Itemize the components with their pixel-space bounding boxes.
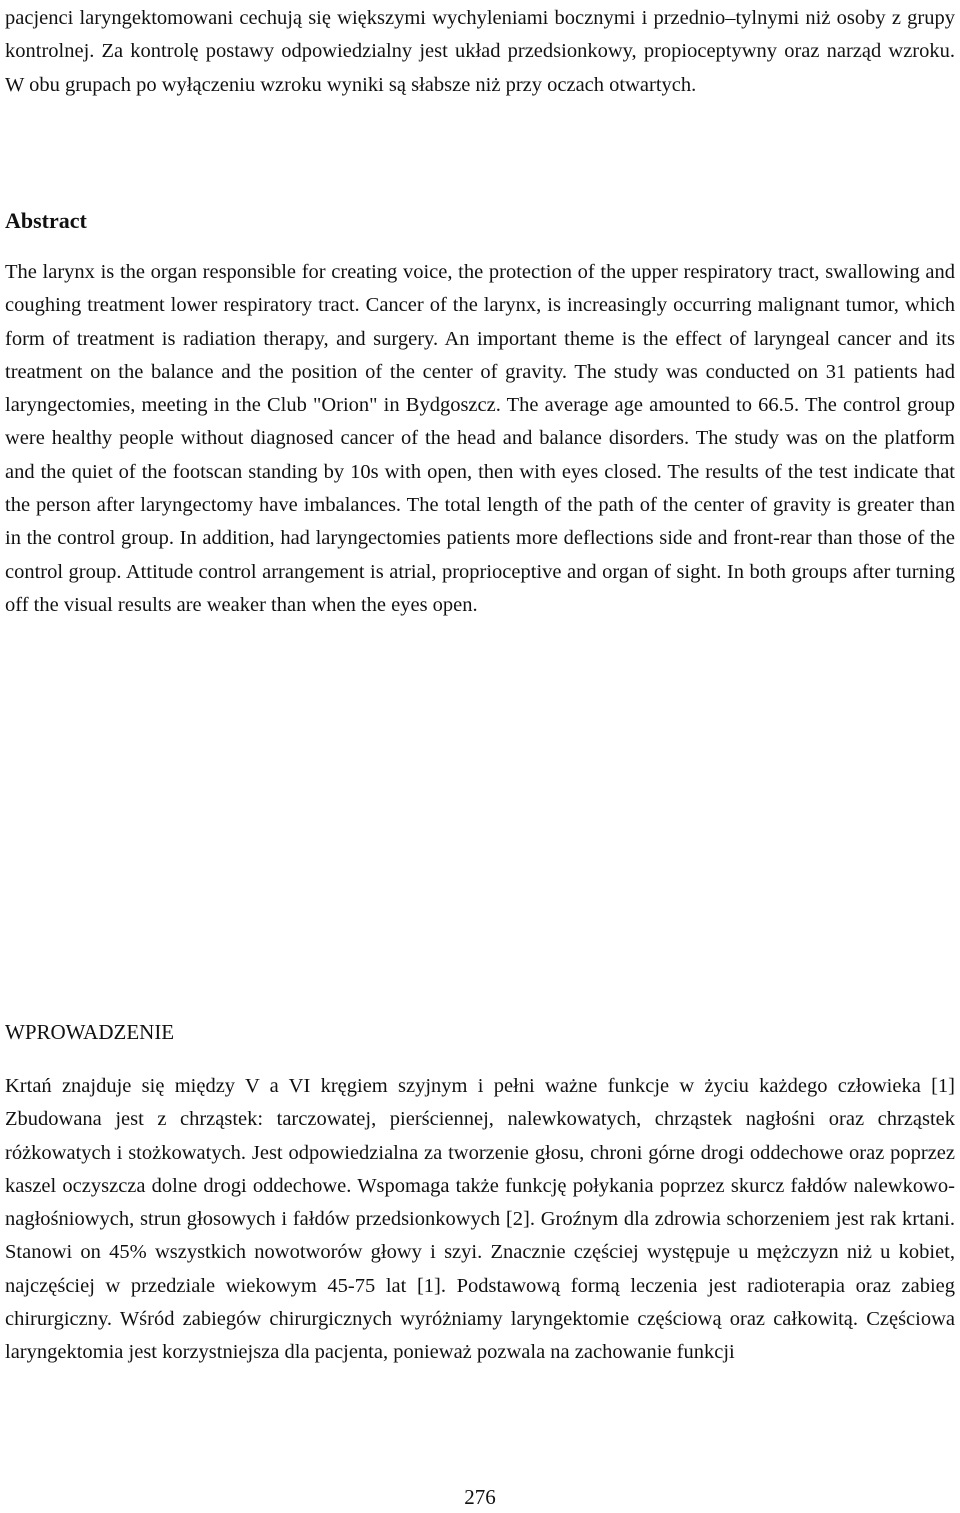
introduction-heading: WPROWADZENIE [5,1020,175,1044]
abstract-heading: Abstract [5,208,87,233]
intro-paragraph-block [5,2,955,102]
abstract-section [5,204,955,237]
intro-paragraph: pacjenci laryngektomowani cechują się większymi wychyleniami bocznymi i przednio–tylnymi niż osoby z grupy kontrolnej. Za kontrolę postawy odpowiedzialny jest układ przedsionkowy, propioceptywny oraz narząd wzroku. W obu grupach po wyłączeniu wzroku wyniki są słabsze niż przy oczach otwartych. [5,7,955,96]
abstract-text: The larynx is the organ responsible for creating voice, the protection of the upper respiratory tract, swallowing and coughing treatment lower respiratory tract. Cancer of the larynx, is increasingly occurring malignant tumor, which form of treatment is radiation therapy, and surgery. An important theme is the effect of laryngeal cancer and its treatment on the balance and the position of the center of gravity. The study was conducted on 31 patients had laryngectomies, meeting in the Club "Orion" in Bydgoszcz. The average age amounted to 66.5. The control group were healthy people without diagnosed cancer of the head and balance disorders. The study was on the platform and the quiet of the footscan standing by 10s with open, then with eyes closed. The results of the test indicate that the person after laryngectomy have imbalances. The total length of the path of the center of gravity is greater than in the control group. In addition, had laryngectomies patients more deflections side and front-rear than those of the control group. Attitude control arrangement is atrial, proprioceptive and organ of sight. In both groups after turning off the visual results are weaker than when the eyes open. [5,261,955,616]
introduction-section [5,1016,955,1049]
introduction-body [5,1070,955,1370]
abstract-body [5,256,955,622]
page-number: 276 [464,1485,496,1509]
introduction-text: Krtań znajduje się między V a VI kręgiem szyjnym i pełni ważne funkcje w życiu każdego człowieka [1] Zbudowana jest z chrząstek: tarczowatej, pierściennej, nalewkowatych, chrząstek nagłośni oraz chrząstek różkowatych i stożkowatych. Jest odpowiedzialna za tworzenie głosu, chroni górne drogi oddechowe oraz poprzez kaszel oczyszcza dolne drogi oddechowe. Wspomaga także funkcję połykania poprzez skurcz fałdów nalewkowo-nagłośniowych, strun głosowych i fałdów przedsionkowych [2]. Groźnym dla zdrowia schorzeniem jest rak krtani. Stanowi on 45% wszystkich nowotworów głowy i szyi. Znacznie częściej występuje u mężczyzn niż u kobiet, najczęściej w przedziale wiekowym 45-75 lat [1]. Podstawową formą leczenia jest radioterapia oraz zabieg chirurgiczny. Wśród zabiegów chirurgicznych wyróżniamy laryngektomie częściową oraz całkowitą. Częściowa laryngektomia jest korzystniejsza dla pacjenta, ponieważ pozwala na zachowanie funkcji [5,1075,955,1364]
